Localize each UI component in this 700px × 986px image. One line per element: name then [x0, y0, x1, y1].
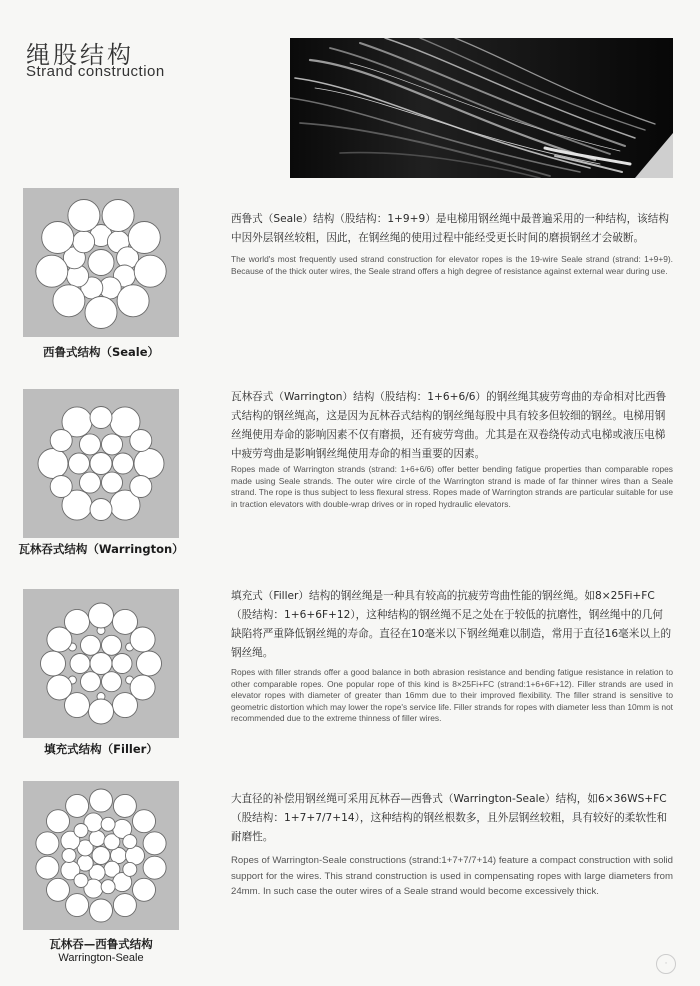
inner-wire: [112, 654, 132, 674]
warrington-seale-caption: [18, 937, 184, 965]
outer-wire: [143, 856, 166, 879]
inner-wire: [113, 453, 134, 474]
outer-wire: [130, 627, 155, 652]
middle-small-wire: [74, 824, 88, 838]
wire-rope-photo: [290, 38, 673, 178]
warrington-seale-text-cn: 大直径的补偿用钢丝绳可采用瓦林吞—西鲁式（Warrington-Seale）结构，如6×36WS+FC（股结构：1+7+7/7+14），这种结构的钢丝根数多，且外层钢丝较粗，具有较好的柔软性和耐磨性。: [231, 793, 668, 843]
outer-wire: [128, 222, 160, 254]
outer-wire: [113, 693, 138, 718]
outer-wire: [65, 609, 90, 634]
outer-small-wire: [90, 407, 112, 429]
seale-text-en: The world's most frequently used strand construction for elevator ropes is the 19-wire Seale strand (strand: 1+9+9). Because of the thick outer wires, the Seale strand offers a high degree of resistance against external wear during use.: [231, 254, 673, 276]
outer-wire: [117, 285, 149, 317]
inner-wire: [80, 434, 101, 455]
inner-wire: [102, 434, 123, 455]
middle-small-wire: [123, 835, 137, 849]
outer-wire: [47, 810, 70, 833]
middle-small-wire: [74, 874, 88, 888]
seale-description: [231, 210, 673, 277]
filler-text-cn: 填充式（Filler）结构的钢丝绳是一种具有较高的抗疲劳弯曲性能的钢丝绳。如8×25Fi+FC（股结构：1+6+6F+12），这种结构的钢丝绳不足之处在于较低的抗磨性，钢丝绳中的几何缺陷将严重降低钢丝绳的寿命。直径在10毫米以下钢丝绳难以制造，常用于直径16毫米以上的钢丝绳。: [231, 590, 672, 659]
outer-wire: [113, 794, 136, 817]
filler-strand-diagram: [23, 589, 179, 738]
inner-wire: [69, 453, 90, 474]
seale-caption: 西鲁式结构（Seale）: [42, 345, 160, 359]
seale-text-cn: 西鲁式（Seale）结构（股结构：1+9+9）是电梯用钢丝绳中最普遍采用的一种结构，该结构中因外层钢丝较粗，因此，在钢丝绳的使用过程中能经受更长时间的磨损钢丝才会破断。: [231, 213, 669, 244]
middle-small-wire: [123, 862, 137, 876]
warrington-seale-strand-diagram: [23, 781, 179, 930]
warrington-seale-text-en: Ropes of Warrington-Seale constructions (strand:1+7+7/7+14) feature a compact construction with solid support for the wires. This strand construction is used in compensating ropes with large diameters from 24mm. In such case the outer wires of a Seale strand would become excessively thick.: [231, 855, 673, 897]
core-wire: [92, 847, 110, 865]
filler-caption: 填充式结构（Filler）: [44, 742, 158, 756]
outer-wire: [68, 200, 100, 232]
filler-description: [231, 587, 673, 725]
outer-wire: [47, 675, 72, 700]
page-subtitle: Strand construction: [26, 63, 165, 80]
inner-wire: [73, 231, 95, 253]
inner-wire: [102, 472, 123, 493]
outer-wire: [133, 810, 156, 833]
outer-small-wire: [130, 430, 152, 452]
inner-wire: [81, 672, 101, 692]
warrington-seale-caption-en: Warrington-Seale: [58, 952, 144, 964]
outer-wire: [134, 255, 166, 287]
outer-wire: [36, 856, 59, 879]
inner-wire: [89, 830, 105, 846]
outer-wire: [90, 789, 113, 812]
core-wire: [90, 653, 112, 675]
middle-small-wire: [101, 817, 115, 831]
outer-wire: [66, 794, 89, 817]
inner-wire: [80, 472, 101, 493]
core-wire: [90, 453, 112, 475]
outer-wire: [53, 285, 85, 317]
outer-wire: [90, 899, 113, 922]
wire-rope-photo-image: [290, 38, 673, 178]
outer-large-wire: [38, 449, 68, 479]
middle-small-wire: [62, 849, 76, 863]
outer-wire: [66, 894, 89, 917]
outer-wire: [42, 222, 74, 254]
outer-wire: [102, 200, 134, 232]
core-wire: [88, 250, 114, 276]
outer-wire: [133, 878, 156, 901]
page-title: 绳股结构: [26, 41, 134, 69]
outer-wire: [89, 699, 114, 724]
warrington-seale-description: [231, 790, 673, 900]
outer-wire: [41, 651, 66, 676]
outer-small-wire: [50, 430, 72, 452]
outer-wire: [89, 603, 114, 628]
warrington-text-en: Ropes made of Warrington strands (strand: 1+6+6/6) offer better bending fatigue properties than comparable ropes made using Seale strands. The outer wire circle of the Warrington strand is made of far thinner wires than a Seale strand. The rope is thus subject to less flexural stress. Ropes made of Warrington strands are particular suitable for use in traction elevators with double-wrap drives or in roped hydraulic elevators.: [231, 464, 673, 509]
outer-small-wire: [130, 476, 152, 498]
outer-wire: [137, 651, 162, 676]
inner-wire: [70, 654, 90, 674]
warrington-seale-caption-cn: 瓦林吞—西鲁式结构: [49, 937, 153, 951]
outer-small-wire: [90, 499, 112, 521]
warrington-description: [231, 388, 673, 510]
inner-wire: [81, 635, 101, 655]
seale-strand-diagram: [23, 188, 179, 337]
warrington-strand-diagram: [23, 389, 179, 538]
filler-text-en: Ropes with filler strands offer a good balance in both abrasion resistance and bending fatigue resistance in relation to other comparable ropes. One popular rope of this kind is 8×25Fi+FC (strand:1+6+6F+12). Filler strands are used in elevator ropes with diameter of greater than 16mm due to their improved flexibility. The filler strand is sensitive to geometric distortion which may lower the rope's service life. Filler strands for ropes with diameter less than 10mm is not recommended due to the extreme thinness of filler wires.: [231, 667, 673, 723]
inner-wire: [102, 635, 122, 655]
outer-wire: [143, 832, 166, 855]
page-mark: ·: [656, 954, 676, 974]
inner-wire: [102, 672, 122, 692]
outer-wire: [36, 255, 68, 287]
outer-large-wire: [134, 449, 164, 479]
outer-wire: [36, 832, 59, 855]
warrington-text-cn: 瓦林吞式（Warrington）结构（股结构：1+6+6/6）的钢丝绳其疲劳弯曲的寿命相对比西鲁式结构的钢丝绳高，这是因为瓦林吞式结构的钢丝绳每股中具有较多但较细的钢丝。电梯用钢丝绳使用寿命的影响因素不仅有磨损，还有疲劳弯曲。尤其是在双卷绕传动式电梯或液压电梯中疲劳弯曲是影响钢丝绳使用寿命的相当重要的因素。: [231, 391, 667, 460]
outer-wire: [47, 878, 70, 901]
outer-small-wire: [50, 476, 72, 498]
outer-wire: [113, 894, 136, 917]
outer-wire: [85, 297, 117, 329]
middle-small-wire: [101, 880, 115, 894]
warrington-caption: 瓦林吞式结构（Warrington）: [18, 542, 184, 556]
